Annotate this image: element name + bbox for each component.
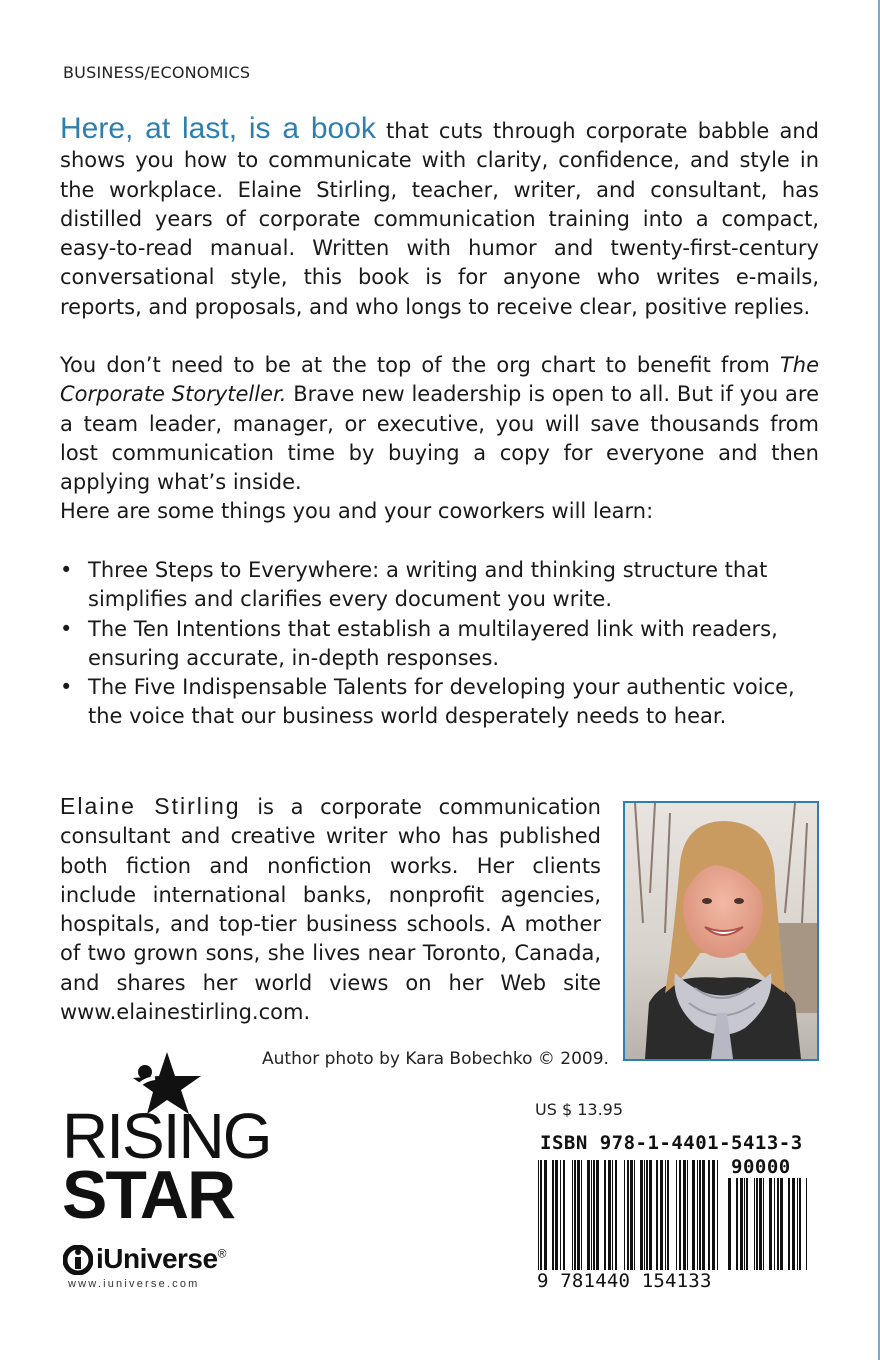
second-paragraph bbox=[60, 351, 819, 497]
list-item-text: The Ten Intentions that establish a multilayered link with readers, ensuring accurate, in-depth responses. bbox=[88, 616, 778, 670]
list-item-text: The Five Indispensable Talents for developing your authentic voice, the voice that our business world desperately needs to hear. bbox=[88, 675, 795, 729]
list-item bbox=[60, 556, 830, 615]
intro-paragraph bbox=[60, 114, 819, 322]
publisher-url: www.iuniverse.com bbox=[68, 1278, 200, 1290]
bullet-icon: • bbox=[60, 675, 73, 700]
second-after: Brave new leadership is open to all. But if you are a team leader, manager, or executive, you will save thousands from lost communication time by buying a copy for everyone and then applying what’s inside. bbox=[60, 382, 819, 495]
author-bio bbox=[60, 792, 601, 1027]
learn-heading: Here are some things you and your coworkers will learn: bbox=[60, 499, 654, 523]
price-code-label: 90000 bbox=[731, 1156, 791, 1178]
learn-list bbox=[60, 556, 830, 732]
author-photo bbox=[623, 801, 819, 1061]
isbn-label: ISBN 978-1-4401-5413-3 bbox=[540, 1132, 803, 1154]
logo-rising-text: RISING bbox=[62, 1100, 271, 1172]
bullet-icon: • bbox=[60, 616, 73, 641]
author-bio-text: is a corporate communication consultant and creative writer who has published both fiction and nonfiction works. Her clients include international banks, nonprofit agencies, hospitals, and top-tier business schools. A mother of two grown sons, she lives near Toronto, Canada, and shares her world views on her Web site www.elainestirling.com. bbox=[60, 795, 601, 1025]
book-title-italic: The Corporate Storyteller. bbox=[60, 353, 819, 407]
barcode-digits: 9 781440 154133 bbox=[537, 1270, 712, 1292]
author-name: Elaine Stirling bbox=[60, 793, 241, 819]
intro-lead: Here, at last, is a book bbox=[60, 112, 376, 145]
price-label: US $ 13.95 bbox=[535, 1100, 624, 1119]
category-label: BUSINESS/ECONOMICS bbox=[63, 63, 251, 82]
list-item-text: Three Steps to Everywhere: a writing and thinking structure that simplifies and clarifies every document you write. bbox=[88, 558, 768, 612]
barcode-icon bbox=[536, 1152, 812, 1274]
publisher-name-text: iUniverse bbox=[96, 1243, 218, 1274]
publisher-name bbox=[96, 1243, 226, 1275]
intro-text: that cuts through corporate babble and shows you how to communicate with clarity, confidence, and style in the workplace. Elaine Stirling, teacher, writer, and consultant, has distilled years of corporate communication training into a compact, easy-to-read manual. Written with humor and twenty-first-century conversational style, this book is for anyone who writes e-mails, reports, and proposals, and who longs to receive clear, positive replies. bbox=[60, 119, 819, 319]
author-photo-image bbox=[625, 803, 817, 1059]
list-item bbox=[60, 615, 830, 674]
photo-credit: Author photo by Kara Bobechko © 2009. bbox=[262, 1049, 609, 1069]
second-before: You don’t need to be at the top of the org chart to benefit from bbox=[60, 353, 780, 377]
registered-mark: ® bbox=[217, 1246, 226, 1261]
logo-star-text: STAR bbox=[62, 1157, 235, 1233]
iuniverse-logo-icon bbox=[63, 1245, 93, 1275]
list-item bbox=[60, 673, 830, 732]
bullet-icon: • bbox=[60, 558, 73, 582]
